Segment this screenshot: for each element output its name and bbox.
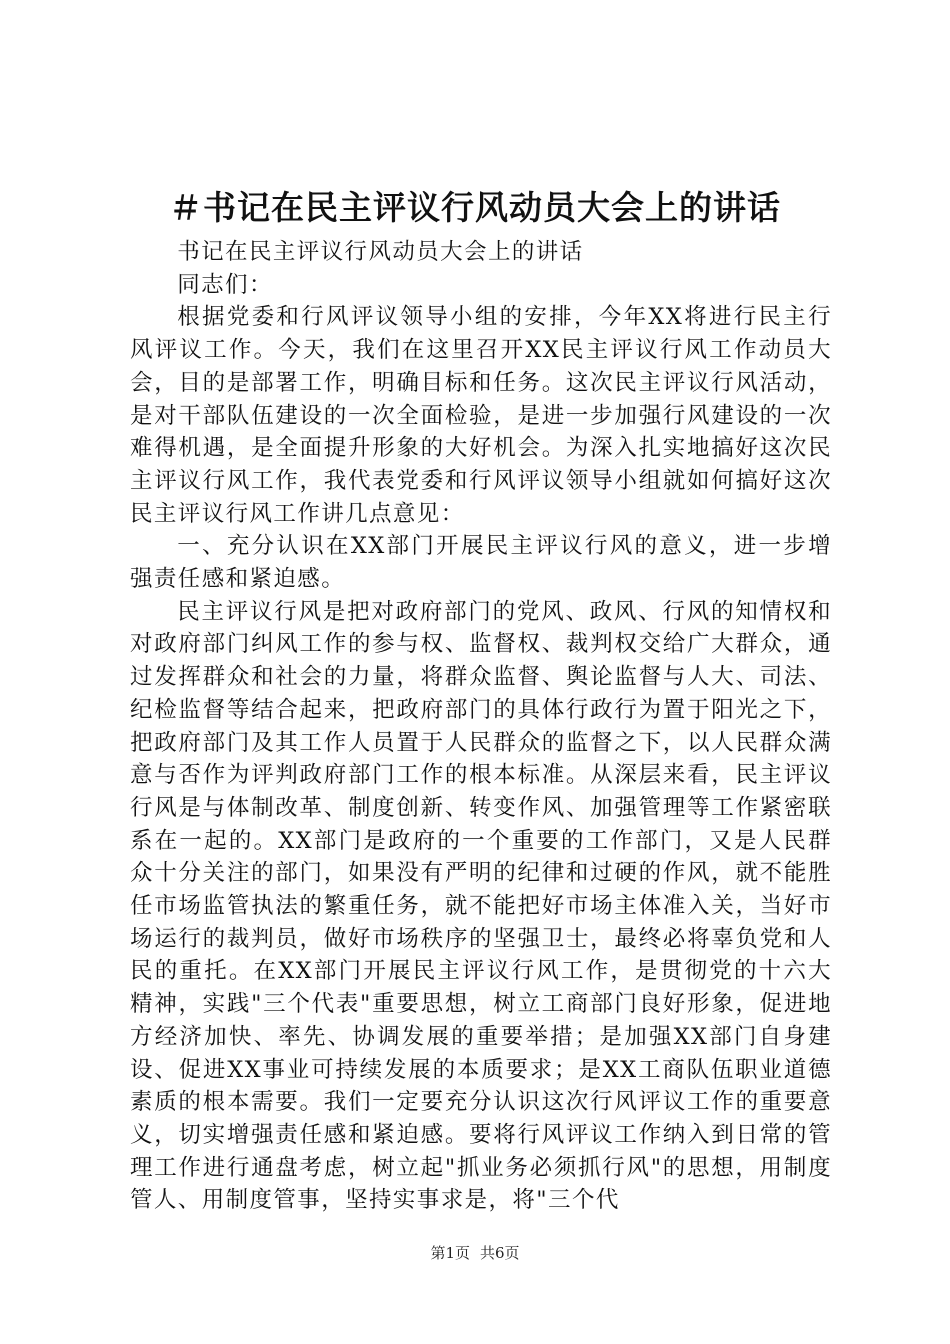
page-number: 第1页: [430, 1244, 470, 1262]
document-body: [130, 236, 832, 1217]
subtitle-paragraph: 书记在民主评议行风动员大会上的讲话: [177, 239, 584, 265]
section-heading-1: 一、充分认识在XX部门开展民主评议行风的意义，进一步增强责任感和紧迫感。: [130, 533, 832, 593]
salutation-paragraph: 同志们：: [177, 271, 273, 298]
document-title: ＃书记在民主评议行风动员大会上的讲话: [169, 188, 781, 227]
page-footer: [0, 1242, 950, 1264]
intro-paragraph: 根据党委和行风评议领导小组的安排，今年XX将进行民主行风评议工作。今天，我们在这里召开XX民主评议行风工作动员大会，目的是部署工作，明确目标和任务。这次民主评议行风活动，是对干部队伍建设的一次全面检验，是进一步加强行风建设的一次难得机遇，是全面提升形象的大好机会。为深入扎实地搞好这次民主评议行风工作，我代表党委和行风评议领导小组就如何搞好这次民主评议行风工作讲几点意见：: [130, 304, 832, 527]
page-total: 共6页: [480, 1244, 520, 1262]
section-body-paragraph: 民主评议行风是把对政府部门的党风、政风、行风的知情权和对政府部门纠风工作的参与权、监督权、裁判权交给广大群众，通过发挥群众和社会的力量，将群众监督、舆论监督与人大、司法、纪检监督等结合起来，把政府部门的具体行政行为置于阳光之下，把政府部门及其工作人员置于人民群众的监督之下，以人民群众满意与否作为评判政府部门工作的根本标准。从深层来看，民主评议行风是与体制改革、制度创新、转变作风、加强管理等工作紧密联系在一起的。XX部门是政府的一个重要的工作部门，又是人民群众十分关注的部门，如果没有严明的纪律和过硬的作风，就不能胜任市场监管执法的繁重任务，就不能把好市场主体准入关，当好市场运行的裁判员，做好市场秩序的坚强卫士，最终必将辜负党和人民的重托。在XX部门开展民主评议行风工作，是贯彻党的十六大精神，实践"三个代表"重要思想，树立工商部门良好形象，促进地方经济加快、率先、协调发展的重要举措；是加强XX部门自身建设、促进XX事业可持续发展的本质要求；是XX工商队伍职业道德素质的根本需要。我们一定要充分认识这次行风评议工作的重要意义，切实增强责任感和紧迫感。要将行风评议工作纳入到日常的管理工作进行通盘考虑，树立起"抓业务必须抓行风"的思想，用制度管人、用制度管事，坚持实事求是，将"三个代: [130, 598, 832, 1214]
